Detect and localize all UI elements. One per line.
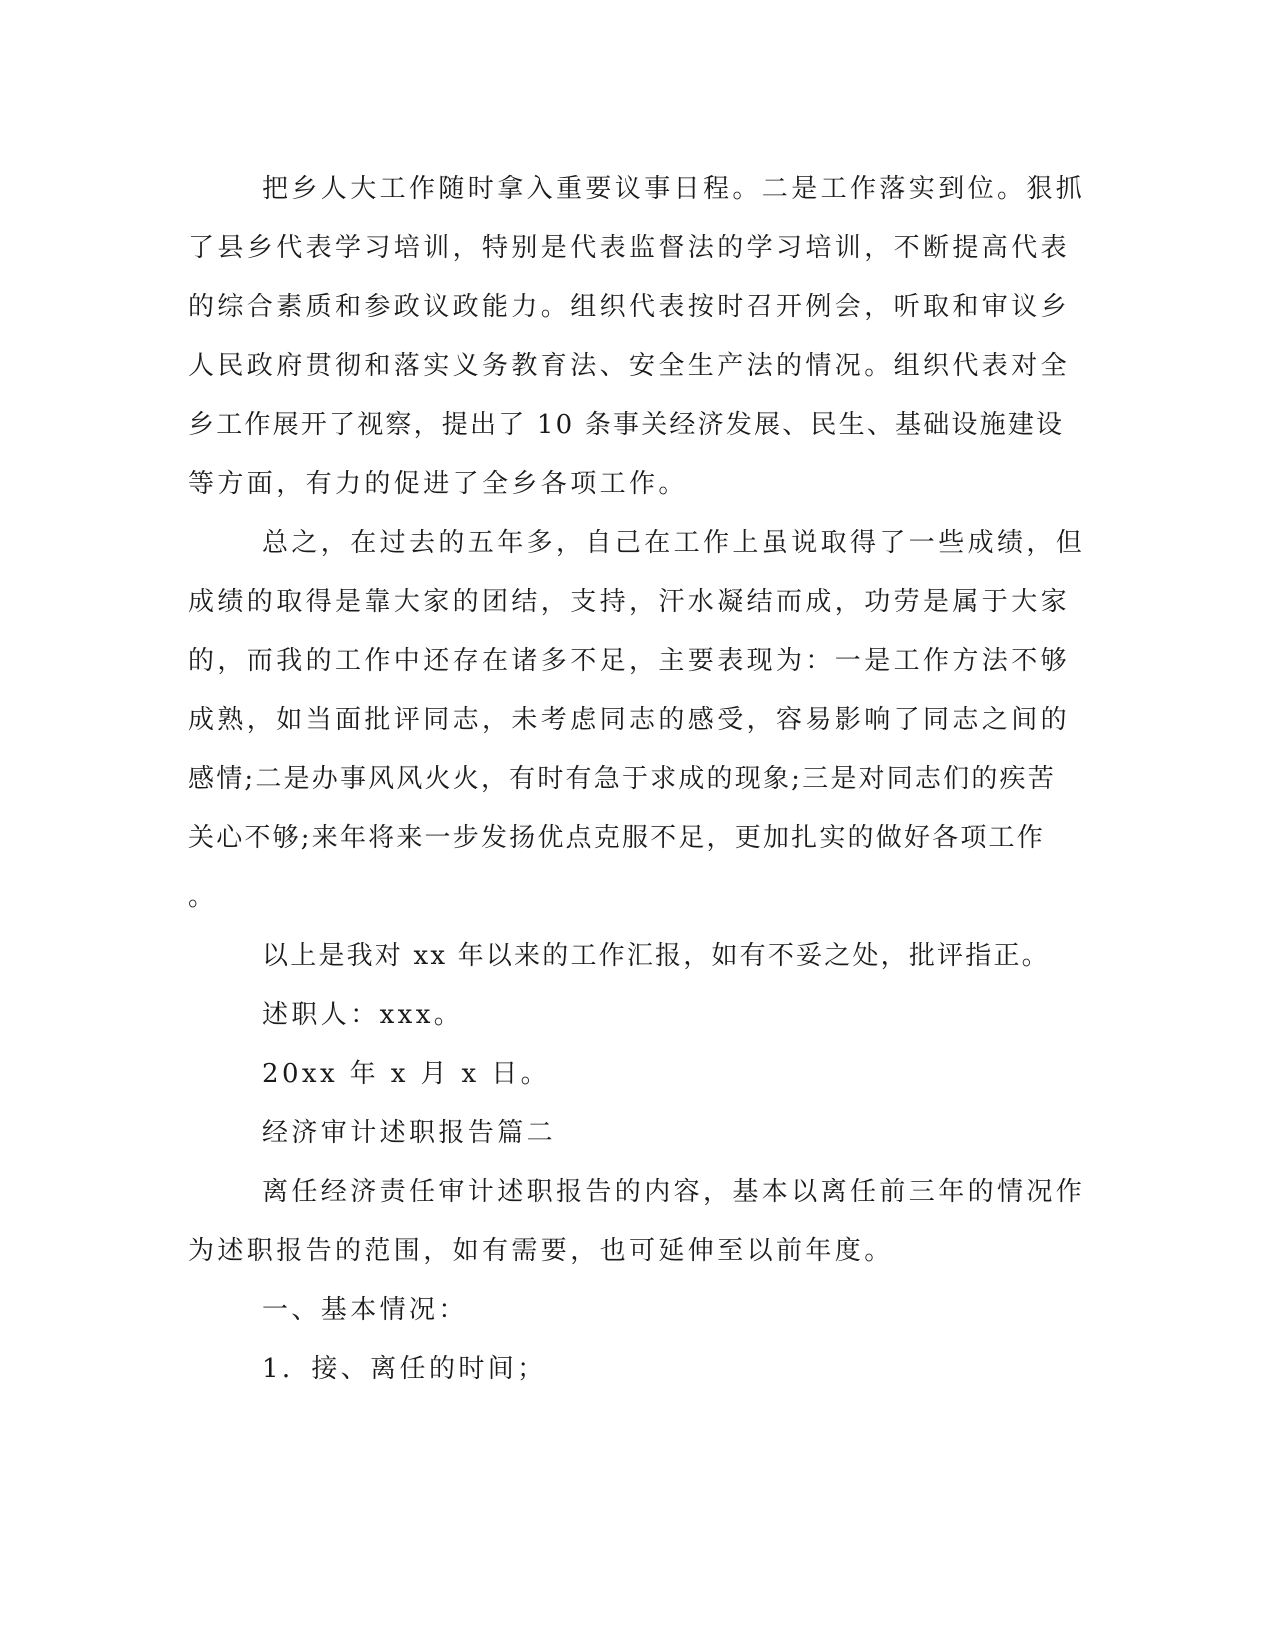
text-line: 成熟，如当面批评同志，未考虑同志的感受，容易影响了同志之间的 (188, 705, 1071, 735)
text-line: 感情;二是办事风风火火，有时有急于求成的现象;三是对同志们的疾苦 (188, 764, 1056, 794)
text-line: 。 (188, 882, 218, 912)
text-line: 人民政府贯彻和落实义务教育法、安全生产法的情况。组织代表对全 (188, 351, 1071, 381)
text-line: 总之，在过去的五年多，自己在工作上虽说取得了一些成绩，但 (262, 528, 1086, 558)
signer-line: 述职人：xxx。 (262, 1000, 464, 1030)
text-line: 离任经济责任审计述职报告的内容，基本以离任前三年的情况作 (262, 1177, 1086, 1207)
text-line: 为述职报告的范围，如有需要，也可延伸至以前年度。 (188, 1236, 894, 1266)
date-line: 20xx 年 x 月 x 日。 (262, 1059, 551, 1089)
paragraph-summary (188, 514, 1086, 927)
text-line: 把乡人大工作随时拿入重要议事日程。二是工作落实到位。狠抓 (262, 174, 1086, 204)
text-line: 关心不够;来年将来一步发扬优点克服不足，更加扎实的做好各项工作 (188, 823, 1045, 853)
list-item: 1．接、离任的时间； (262, 1354, 547, 1384)
closing-remark: 以上是我对 xx 年以来的工作汇报，如有不妥之处，批评指正。 (262, 941, 1050, 971)
text-line: 等方面，有力的促进了全乡各项工作。 (188, 469, 688, 499)
text-line: 的，而我的工作中还存在诸多不足，主要表现为：一是工作方法不够 (188, 646, 1071, 676)
text-line: 乡工作展开了视察，提出了 10 条事关经济发展、民生、基础设施建设 (188, 410, 1065, 440)
paragraph-intro (188, 1163, 1086, 1281)
document-body (188, 160, 1086, 1399)
section-title: 经济审计述职报告篇二 (262, 1118, 557, 1148)
text-line: 成绩的取得是靠大家的团结，支持，汗水凝结而成，功劳是属于大家 (188, 587, 1071, 617)
paragraph-work-implementation (188, 160, 1086, 514)
heading-basic-info: 一、基本情况： (262, 1295, 468, 1325)
text-line: 了县乡代表学习培训，特别是代表监督法的学习培训，不断提高代表 (188, 233, 1071, 263)
text-line: 的综合素质和参政议政能力。组织代表按时召开例会，听取和审议乡 (188, 292, 1071, 322)
